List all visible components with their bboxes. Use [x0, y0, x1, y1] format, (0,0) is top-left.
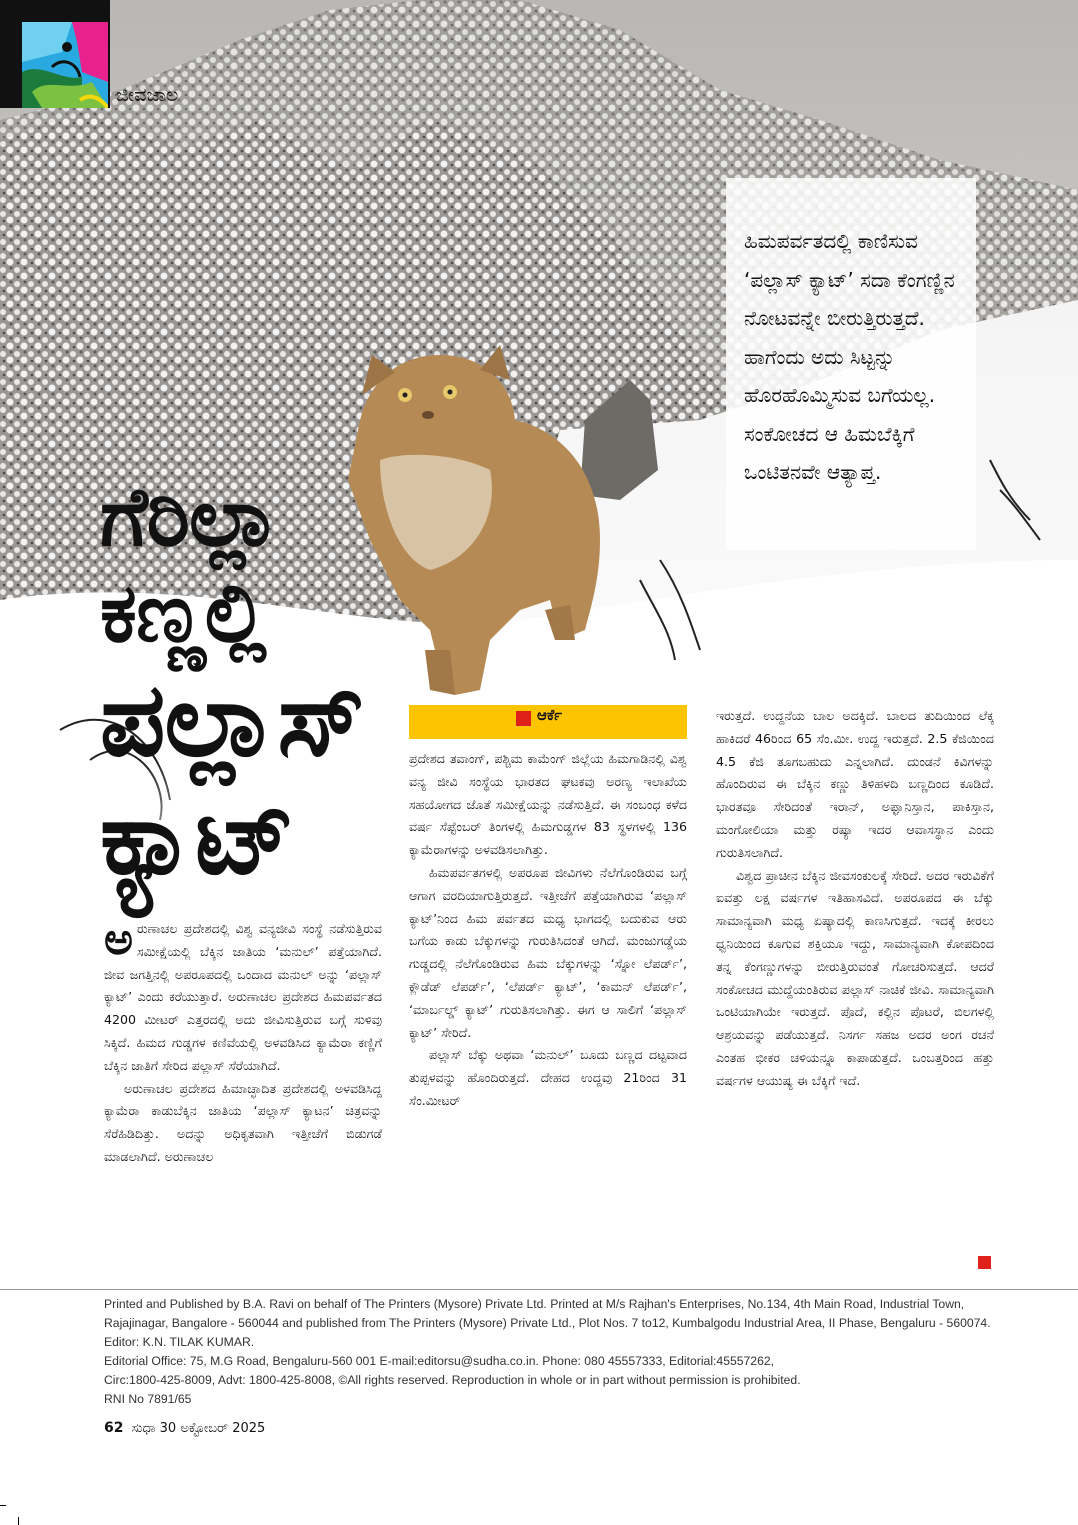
headline: [100, 470, 410, 898]
pullquote-text: ಹಿಮಪರ್ವತದಲ್ಲಿ ಕಾಣಿಸುವ ‘ಪಲ್ಲಾಸ್ ಕ್ಯಾಟ್’ ಸದಾ ಕೆಂಗಣ್ಣಿನ ನೋಟವನ್ನೇ ಬೀರುತ್ತಿರುತ್ತದೆ. ಹಾಗೆಂದು ಅದು ಸಿಟ್ಟನ್ನು ಹೊರಹೊಮ್ಮಿಸುವ ಬಗೆಯಲ್ಲ. ಸಂಕೋಚದ ಆ ಹಿಮಬೆಕ್ಕಿಗೆ ಒಂಟಿತನವೇ ಆತ್ಯಾಪ್ತ.: [744, 229, 955, 484]
article-paragraph: ಪ್ರದೇಶದ ತವಾಂಗ್, ಪಶ್ಚಿಮ ಕಾಮೆಂಗ್ ಜಿಲ್ಲೆಯ ಹಿಮಗಾಡಿನಲ್ಲಿ ವಿಶ್ವ ವನ್ಯ ಜೀವಿ ಸಂಸ್ಥೆಯ ಭಾರತದ ಘಟಕವು ಅರಣ್ಯ ಇಲಾಖೆಯ ಸಹಯೋಗದ ಜೊತೆ ಸಮೀಕ್ಷೆಯನ್ನು ನಡೆಸುತ್ತಿದೆ. ಈ ಸಂಬಂಧ ಕಳೆದ ವರ್ಷ ಸೆಪ್ಟೆಂಬರ್ ತಿಂಗಳಲ್ಲಿ ಹಿಮಗುಡ್ಡಗಳ 83 ಸ್ಥಳಗಳಲ್ಲಿ 136 ಕ್ಯಾಮೆರಾಗಳನ್ನು ಅಳವಡಿಸಲಾಗಿತ್ತು.: [409, 751, 687, 858]
page-number: 62: [104, 1420, 124, 1436]
headline-line-4: ಕ್ಯಾಟ್: [100, 779, 294, 898]
jeevajala-logo-art: [22, 22, 108, 108]
article-column-3: [716, 705, 994, 1093]
article-column-1: [104, 914, 382, 1169]
section-label: ಜೀವಜಾಲ: [116, 84, 179, 106]
section-logo: [0, 0, 110, 108]
imprint-line: Editorial Office: 75, M.G Road, Bengaluru-560 001 E-mail:editorsu@sudha.co.in. Phone: 080 45557333, Editorial:45557262,: [104, 1354, 775, 1368]
headline-line-2: ಕಣ್ಣಲ್ಲಿ: [100, 566, 266, 661]
article-paragraph: ಪಲ್ಲಾಸ್ ಬೆಕ್ಕು ಅಥವಾ ‘ಮನುಲ್’ ಬೂದು ಬಣ್ಣದ ದಟ್ಟವಾದ ತುಪ್ಪಳವನ್ನು ಹೊಂದಿರುತ್ತದೆ. ದೇಹದ ಉದ್ದವು 21ರಿಂದ 31 ಸೆಂ.ಮೀಟರ್: [409, 1047, 687, 1108]
imprint: [104, 1295, 994, 1409]
byline-author: ಆರ್ಕೆ: [537, 706, 563, 724]
imprint-line: Printed and Published by B.A. Ravi on behalf of The Printers (Mysore) Private Ltd. Printed at M/s Rajhan's Enterprises, No.134, 4th Main Road, Industrial Town, Rajajinagar, Bangalore - 560044 and published from The Printers (Mysore) Private Ltd., Plot Nos. 7 to12, Kumbalgodu Industrial Area, II Phase, Bengaluru - 560074. Editor: K.N. TILAK KUMAR.: [104, 1297, 991, 1349]
article-paragraph: ಇರುತ್ತದೆ. ಉದ್ದನೆಯ ಬಾಲ ಅದಕ್ಕಿದೆ. ಬಾಲದ ತುದಿಯಿಂದ ಲೆಕ್ಕ ಹಾಕಿದರೆ 46ರಿಂದ 65 ಸೆಂ.ಮೀ. ಉದ್ದ ಇರುತ್ತದೆ. 2.5 ಕೆಜಿಯಿಂದ 4.5 ಕೆಜಿ ತೂಗಬಹುದು ಎನ್ನಲಾಗಿದೆ. ದುಂಡನೆ ಕಿವಿಗಳನ್ನು ಹೊಂದಿರುವ ಈ ಬೆಕ್ಕಿನ ಕಣ್ಣು ತಿಳಿಹಳದಿ ಬಣ್ಣದಿಂದ ಕೂಡಿದೆ. ಭಾರತವೂ ಸೇರಿದಂತೆ ಇರಾನ್, ಅಫ್ಘಾನಿಸ್ತಾನ, ಪಾಕಿಸ್ತಾನ, ಮಂಗೋಲಿಯಾ ಮತ್ತು ರಷ್ಯಾ ಇದರ ಆವಾಸಸ್ಥಾನ ಎಂದು ಗುರುತಿಸಲಾಗಿದೆ.: [716, 708, 994, 860]
headline-line-3: ಪಲ್ಲಾಸ್: [100, 661, 364, 780]
folio: [104, 1420, 265, 1436]
crop-mark: [0, 1505, 6, 1506]
end-marker: [978, 1256, 991, 1269]
article-paragraph: ಹಿಮಪರ್ವತಗಳಲ್ಲಿ ಅಪರೂಪ ಜೀವಿಗಳು ನೆಲೆಗೊಂಡಿರುವ ಬಗ್ಗೆ ಆಗಾಗ ವರದಿಯಾಗುತ್ತಿರುತ್ತದೆ. ಇತ್ತೀಚೆಗೆ ಪತ್ತೆಯಾಗಿರುವ ‘ಪಲ್ಲಾಸ್ ಕ್ಯಾಟ್’ನಿಂದ ಹಿಮ ಪರ್ವತದ ಮಧ್ಯ ಭಾಗದಲ್ಲಿ ಬದುಕುವ ಆರು ಬಗೆಯ ಕಾಡು ಬೆಕ್ಕುಗಳನ್ನು ಗುರುತಿಸಿದಂತೆ ಆಗಿದೆ. ಮಂಜುಗಡ್ಡೆಯ ಗುಡ್ಡದಲ್ಲಿ ನೆಲೆಗೊಂಡಿರುವ ಹಿಮ ಬೆಕ್ಕುಗಳನ್ನು ‘ಸ್ನೋ ಲೆಪರ್ಡ್’, ಕ್ಲೌಡೆಡ್ ಲೆಪರ್ಡ್’, ‘ಲೆಪರ್ಡ್ ಕ್ಯಾಟ್’, ‘ಕಾಮನ್ ಲೆಪರ್ಡ್’, ‘ಮಾರ್ಬಲ್ಡ್ ಕ್ಯಾಟ್’ ಗುರುತಿಸಲಾಗಿತ್ತು. ಈಗ ಆ ಸಾಲಿಗೆ ‘ಪಲ್ಲಾಸ್ ಕ್ಯಾಟ್’ ಸೇರಿದೆ.: [409, 864, 687, 1040]
article-paragraph: ರುಣಾಚಲ ಪ್ರದೇಶದಲ್ಲಿ ವಿಶ್ವ ವನ್ಯಜೀವಿ ಸಂಸ್ಥೆ ನಡೆಸುತ್ತಿರುವ ಸಮೀಕ್ಷೆಯಲ್ಲಿ ಬೆಕ್ಕಿನ ಜಾತಿಯ ‘ಮನುಲ್’ ಪತ್ತೆಯಾಗಿದೆ. ಜೀವ ಜಗತ್ತಿನಲ್ಲಿ ಅಪರೂಪದಲ್ಲಿ ಒಂದಾದ ಮನುಲ್ ಅನ್ನು ‘ಪಲ್ಲಾಸ್ ಕ್ಯಾಟ್’ ಎಂದು ಕರೆಯುತ್ತಾರೆ. ಅರುಣಾಚಲ ಪ್ರದೇಶದ ಹಿಮಪರ್ವತದ 4200 ಮೀಟರ್ ಎತ್ತರದಲ್ಲಿ ಅದು ಜೀವಿಸುತ್ತಿರುವ ಬಗ್ಗೆ ಸುಳಿವು ಸಿಕ್ಕಿದೆ. ಹಿಮದ ಗುಡ್ಡಗಳ ಕಣಿವೆಯಲ್ಲಿ ಅಳವಡಿಸಿದ ಕ್ಯಾಮೆರಾ ಕಣ್ಣಿಗೆ ಬೆಕ್ಕಿನ ಜಾತಿಗೆ ಸೇರಿದ ಪಲ್ಲಾಸ್ ಸೆರೆಯಾಗಿದೆ.: [104, 921, 382, 1073]
headline-line-1: ಗೆರಿಲ್ಲಾ: [100, 470, 280, 565]
byline-marker: [516, 711, 531, 726]
article-column-2: [409, 748, 687, 1113]
crop-mark: [18, 1517, 19, 1525]
dropcap: ಅ: [104, 914, 133, 965]
issue-info: ಸುಧಾ 30 ಅಕ್ಟೋಬರ್ 2025: [131, 1421, 266, 1436]
footer-divider: [0, 1289, 1078, 1290]
imprint-line: RNI No 7891/65: [104, 1392, 192, 1406]
imprint-line: Circ:1800-425-8009, Advt: 1800-425-8008, ©All rights reserved. Reproduction in whole or in part without permission is prohibited.: [104, 1373, 801, 1387]
article-paragraph: ವಿಶ್ವದ ಪ್ರಾಚೀನ ಬೆಕ್ಕಿನ ಜೀವಸಂಕುಲಕ್ಕೆ ಸೇರಿದೆ. ಅದರ ಇರುವಿಕೆಗೆ ಐವತ್ತು ಲಕ್ಷ ವರ್ಷಗಳ ಇತಿಹಾಸವಿದೆ. ಅಪರೂಪದ ಈ ಬೆಕ್ಕು ಸಾಮಾನ್ಯವಾಗಿ ಮಧ್ಯ ಏಷ್ಯಾದಲ್ಲಿ ಕಾಣಸಿಗುತ್ತದೆ. ಇದಕ್ಕೆ ಕೀರಲು ಧ್ವನಿಯಿಂದ ಕೂಗುವ ಶಕ್ತಿಯೂ ಇದ್ದು, ಸಾಮಾನ್ಯವಾಗಿ ಕೋಪದಿಂದ ತನ್ನ ಕೆಂಗಣ್ಣುಗಳನ್ನು ಬೀರುತ್ತಿರುವಂತೆ ಗೋಚರಿಸುತ್ತದೆ. ಆದರೆ ಸಂಕೋಚದ ಮುದ್ದೆಯಂತಿರುವ ಪಲ್ಲಾಸ್ ನಾಚಿಕೆ ಜೀವಿ. ಸಾಮಾನ್ಯವಾಗಿ ಒಂಟಿಯಾಗಿಯೇ ಇರುತ್ತದೆ. ಪೊದೆ, ಕಲ್ಲಿನ ಪೊಟರೆ, ಬಿಲಗಳಲ್ಲಿ ಆಶ್ರಯವನ್ನು ಪಡೆಯುತ್ತದೆ. ನಿಸರ್ಗ ಸಹಜ ಅದರ ಅಂಗ ರಚನೆ ಎಂತಹ ಭೀಕರ ಚಳಿಯನ್ನೂ ಕಾಪಾಡುತ್ತದೆ. ಒಂಬತ್ತರಿಂದ ಹತ್ತು ವರ್ಷಗಳ ಆಯುಷ್ಯ ಈ ಬೆಕ್ಕಿಗೆ ಇದೆ.: [716, 867, 994, 1088]
article-paragraph: ಅರುಣಾಚಲ ಪ್ರದೇಶದ ಹಿಮಾಚ್ಛಾದಿತ ಪ್ರದೇಶದಲ್ಲಿ ಅಳವಡಿಸಿದ್ದ ಕ್ಯಾಮೆರಾ ಕಾಡುಬೆಕ್ಕಿನ ಜಾತಿಯ ‘ಪಲ್ಲಾಸ್ ಕ್ಯಾಟನ’ ಚಿತ್ರವನ್ನು ಸೆರೆಹಿಡಿದಿತ್ತು. ಅದನ್ನು ಅಧಿಕೃತವಾಗಿ ಇತ್ತೀಚೆಗೆ ಬಿಡುಗಡೆ ಮಾಡಲಾಗಿದೆ. ಅರುಣಾಚಲ: [104, 1080, 382, 1164]
